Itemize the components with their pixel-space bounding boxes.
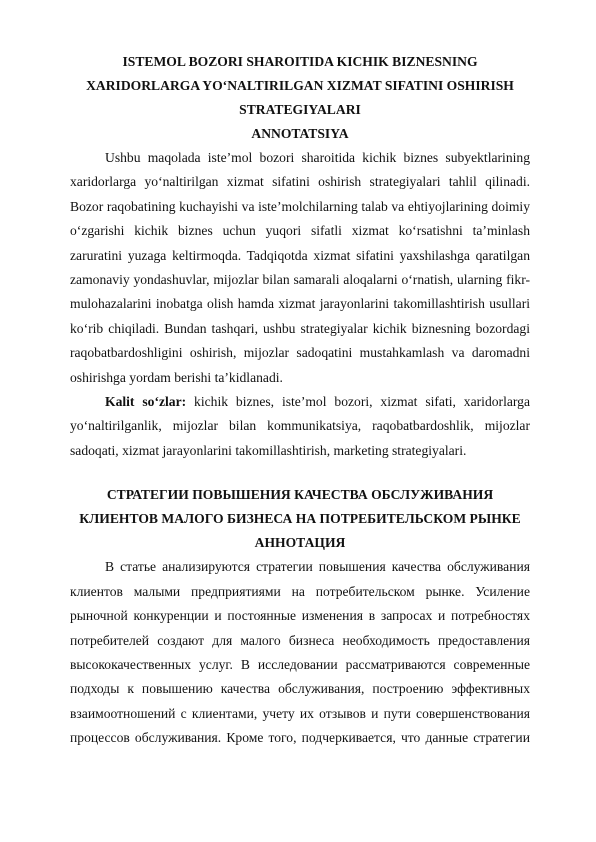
uz-abstract-line: raqobatbardoshligini oshirish, mijozlar sadoqatini mustahkamlash va daromadni: [70, 345, 530, 361]
uz-abstract-line: zamonaviy yondashuvlar, mijozlar bilan samarali aloqalarni o‘rnatish, ularning fikr-: [70, 272, 530, 288]
uz-keywords: [70, 390, 530, 463]
ru-abstract-line: клиентов малыми предприятиями на потребительском рынке. Усиление: [70, 583, 530, 599]
uz-annotation-heading: ANNOTATSIYA: [251, 126, 349, 141]
ru-abstract-line: рыночной конкуренции и постоянные изменения в запросах и потребностях: [70, 608, 530, 624]
ru-title-line-1: СТРАТЕГИИ ПОВЫШЕНИЯ КАЧЕСТВА ОБСЛУЖИВАНИЯ: [106, 487, 494, 503]
ru-abstract-line: высококачественных услуг. В исследовании рассматриваются современные: [70, 656, 530, 672]
uz-abstract: [70, 146, 530, 390]
ru-abstract: [70, 555, 530, 750]
uz-abstract-line: mulohazalarini inobatga olish hamda xizmat jarayonlarini takomillashtirish usullari: [70, 296, 530, 312]
uz-keywords-line-1: [70, 390, 530, 414]
ru-abstract-line: взаимоотношений с клиентами, учету их отзывов и пути совершенствования: [70, 705, 530, 721]
uz-abstract-line: zaruratini yuzaga keltirmoqda. Tadqiqotda xizmat sifatini yaxshilashga qaratilgan: [70, 247, 530, 263]
uz-title-line-3: STRATEGIYALARI: [239, 102, 361, 117]
section-spacer: [70, 463, 530, 483]
ru-abstract-line: В статье анализируются стратегии повышения качества обслуживания: [105, 559, 530, 575]
ru-annotation-heading: АННОТАЦИЯ: [254, 535, 346, 551]
uz-title: [70, 50, 530, 122]
ru-abstract-line: потребителей создают для малого бизнеса необходимость предоставления: [70, 632, 530, 648]
ru-title-line-2: КЛИЕНТОВ МАЛОГО БИЗНЕСА НА ПОТРЕБИТЕЛЬСКОМ РЫНКЕ: [79, 511, 521, 527]
uz-keywords-line-3: sadoqati, xizmat jarayonlarini takomillashtirish, marketing strategiyalari.: [70, 442, 467, 458]
ru-abstract-line: процессов обслуживания. Кроме того, подчеркивается, что данные стратегии: [70, 730, 530, 746]
uz-title-line-2: XARIDORLARGA YO‘NALTIRILGAN XIZMAT SIFATINI OSHIRISH: [86, 78, 514, 93]
uz-abstract-line: ko‘rib chiqiladi. Bundan tashqari, ushbu strategiyalar kichik biznesning bozordagi: [70, 320, 530, 336]
uz-abstract-line: Ushbu maqolada iste’mol bozori sharoitida kichik biznes subyektlarining: [105, 150, 530, 165]
uz-abstract-line: xaridorlarga yo‘naltirilgan xizmat sifatini oshirish strategiyalari tahlil qilinadi.: [70, 174, 530, 190]
ru-abstract-line: подходы к повышению качества обслуживания, построению эффективных: [70, 681, 530, 697]
uz-abstract-line: Bozor raqobatining kuchayishi va iste’molchilarning talab va ehtiyojlarining doimiy: [70, 198, 530, 214]
uz-abstract-line: o‘zgarishi kichik biznes uchun yuqori sifatli xizmat ko‘rsatishni ta’minlash: [70, 223, 530, 239]
uz-title-line-1: ISTEMOL BOZORI SHAROITIDA KICHIK BIZNESNING: [122, 54, 478, 69]
keywords-text: kichik biznes, iste’mol bozori, xizmat sifati, xaridorlarga: [186, 394, 530, 410]
ru-title: [70, 483, 530, 531]
uz-abstract-line: oshirishga yordam berishi ta’kidlanadi.: [70, 369, 283, 385]
keywords-label: Kalit so‘zlar:: [105, 394, 187, 410]
page: [70, 50, 530, 751]
uz-keywords-line-2: yo‘naltirilganlik, mijozlar bilan kommunikatsiya, raqobatbardoshlik, mijozlar: [70, 418, 530, 434]
